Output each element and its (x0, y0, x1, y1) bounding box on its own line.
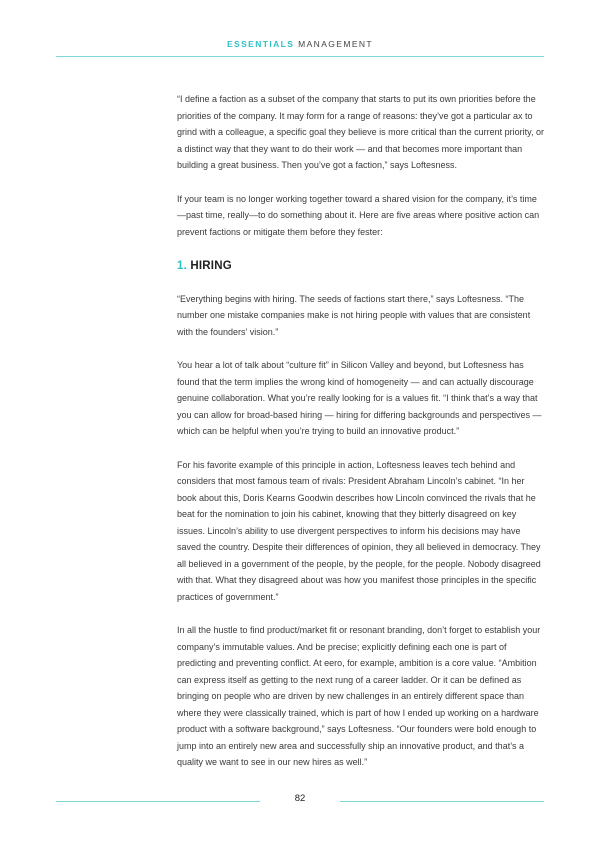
section-number: 1. (177, 260, 187, 272)
article-body (177, 91, 545, 788)
paragraph: “I define a faction as a subset of the company that starts to put its own priorities before the priorities of the company. It may form for a range of reasons: they’ve got a particular ax to grind with a colleague, a specific goal they believe is more critical than the current priority, or a distinct way that they want to do their work — and that becomes more important than building a great business. Then you’ve got a faction,” says Loftesness. (177, 94, 545, 170)
section-heading (177, 258, 545, 275)
paragraph: In all the hustle to find product/market fit or resonant branding, don’t forget to establish your company’s immutable values. And be precise; explicitly defining each one is part of predicting and preventing conflict. At eero, for example, ambition is a core value. “Ambition can express itself as getting to the next rung of a career ladder. Or it can be defined as bringing on people who are driven by new challenges in an entirely different space than where they were classically trained, which is part of how I ended up working on a hardware product with a software background,” says Loftesness. “Our founders were bold enough to jump into an entirely new area and successfully ship an innovative product, and that’s a quality we want to see in our new hires as well.” (177, 625, 541, 767)
section-title: HIRING (190, 260, 232, 272)
paragraph: You hear a lot of talk about “culture fit” in Silicon Valley and beyond, but Loftesness has found that the term implies the wrong kind of homogeneity — and can actually discourage genuine collaboration. What you’re really looking for is a values fit. “I think that’s a way that you can allow for broad-based hiring — hiring for differing backgrounds and perspectives — which can be helpful when you’re trying to build an innovative product.” (177, 360, 542, 436)
paragraph: For his favorite example of this principle in action, Loftesness leaves tech behind and considers that most famous team of rivals: President Abraham Lincoln’s cabinet. “In her book about this, Doris Kearns Goodwin describes how Lincoln convinced the rivals that he beat for the nomination to join his cabinet, knowing that they bitterly disagreed on key issues. Lincoln’s ability to use divergent perspectives to inform his decisions may have saved the country. Despite their differences of opinion, they all believed in democracy. They all believed in a government of the people, by the people, for the people. Nobody disagreed with that. What they disagreed about was how you manifest those principles in the specific practices of government.” (177, 459, 541, 602)
header-rule (56, 56, 544, 57)
header-accent: ESSENTIALS (226, 39, 295, 49)
paragraph: If your team is no longer working together toward a shared vision for the company, it’s time—past time, really—to do something about it. Here are five areas where positive action can prevent factions or mitigate them before they fester: (177, 193, 540, 237)
running-header (0, 39, 600, 49)
page-number: 82 (294, 793, 306, 804)
paragraph: “Everything begins with hiring. The seeds of factions start there,” says Loftesness. “The number one mistake companies make is not hiring people with values that are consistent with the founders’ vision.” (177, 293, 531, 337)
header-section: MANAGEMENT (298, 39, 374, 49)
footer-rule-right (340, 801, 544, 802)
